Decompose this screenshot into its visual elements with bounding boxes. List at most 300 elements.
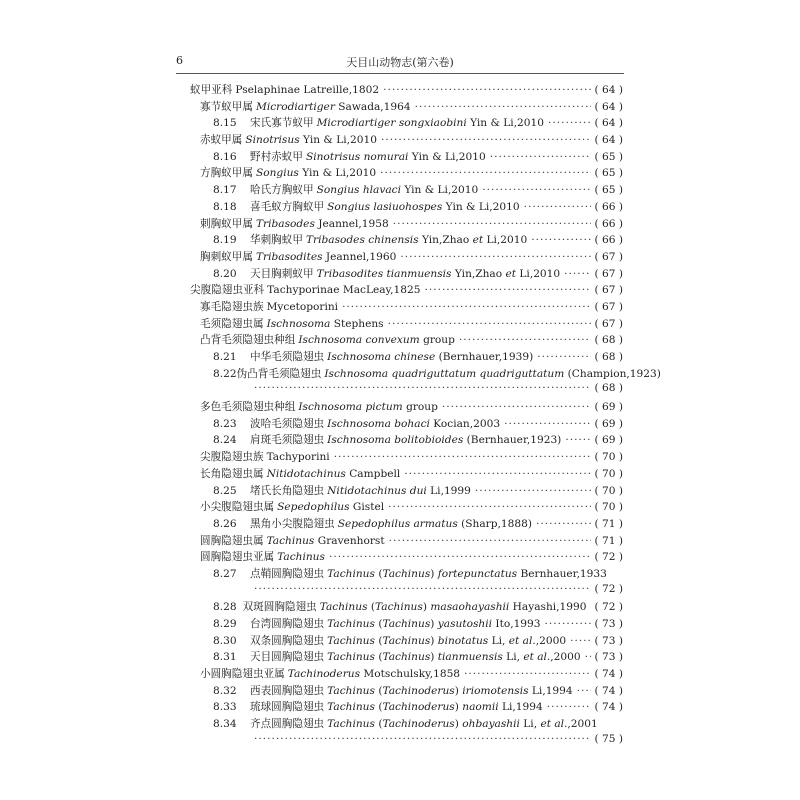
name-part: ,2000 bbox=[535, 634, 567, 647]
entry-page: ( 67 ) bbox=[594, 317, 623, 330]
entry-page: ( 69 ) bbox=[594, 434, 623, 447]
name-part: ) bbox=[454, 701, 463, 714]
name-part: ) bbox=[454, 718, 463, 731]
toc-entry bbox=[190, 699, 623, 716]
entry-number: 8.29 bbox=[213, 618, 237, 630]
name-part: iriomotensis bbox=[462, 684, 529, 697]
name-part: Li,1999 bbox=[426, 484, 471, 497]
name-part: (Champion,1923) bbox=[564, 367, 661, 380]
entry-scientific-name bbox=[317, 268, 561, 280]
name-part: Sepedophilus armatus bbox=[337, 517, 458, 530]
name-part: Tachinoderus bbox=[382, 684, 455, 697]
entry-scientific-name bbox=[327, 651, 580, 663]
entry-scientific-name bbox=[256, 218, 389, 230]
name-part: Microdiartiger songxiaobini bbox=[316, 117, 467, 130]
entry-chinese-name: 西表圆胸隐翅虫 bbox=[250, 684, 325, 697]
toc-entry bbox=[190, 483, 623, 500]
entry-chinese-name: 小尖腹隐翅虫属 bbox=[200, 501, 275, 514]
dot-leader bbox=[329, 551, 591, 563]
toc-entry bbox=[190, 115, 623, 132]
entry-page: ( 64 ) bbox=[594, 100, 623, 113]
entry-scientific-name bbox=[320, 601, 587, 613]
name-part: Ischnosoma quadriguttatum quadriguttatum bbox=[324, 367, 565, 380]
dot-leader bbox=[388, 318, 591, 330]
name-part: masaohayashii bbox=[430, 601, 510, 614]
name-part: group bbox=[419, 334, 455, 347]
name-part: Tachinus bbox=[382, 567, 431, 580]
dot-leader bbox=[334, 451, 591, 463]
entry-page: ( 65 ) bbox=[594, 184, 623, 197]
entry-chinese-name: 圆胸隐翅虫属 bbox=[200, 534, 264, 547]
dot-leader bbox=[537, 351, 590, 363]
name-part: Li,2010 bbox=[516, 267, 561, 280]
entry-page: ( 64 ) bbox=[594, 84, 623, 96]
name-part: ) bbox=[430, 618, 438, 630]
entry-page: ( 66 ) bbox=[594, 217, 623, 230]
entry-chinese-name: 胸刺蚁甲属 bbox=[200, 250, 253, 263]
entry-scientific-name bbox=[306, 151, 486, 163]
entry-number: 8.30 bbox=[213, 634, 237, 647]
dot-leader bbox=[383, 84, 590, 96]
entry-number: 8.15 bbox=[213, 117, 237, 130]
entry-chinese-name: 齐点圆胸隐翅虫 bbox=[250, 718, 325, 731]
toc-entry-continuation bbox=[190, 382, 623, 399]
name-part: Campbell bbox=[345, 467, 401, 480]
name-part: Songius bbox=[255, 167, 299, 180]
entry-scientific-name bbox=[267, 284, 420, 296]
entry-page: ( 75 ) bbox=[594, 732, 623, 745]
entry-page: ( 73 ) bbox=[594, 651, 623, 664]
entry-chinese-name: 毛须隐翅虫属 bbox=[200, 317, 264, 330]
name-part: (Bernhauer,1923) bbox=[463, 434, 562, 447]
toc-entry bbox=[190, 132, 623, 149]
name-part: Tachinoderus bbox=[287, 668, 361, 681]
entry-chinese-name: 华刺胸蚁甲 bbox=[250, 234, 303, 247]
entry-page: ( 71 ) bbox=[594, 517, 623, 530]
toc-entry bbox=[190, 366, 661, 383]
name-part: Tachinus bbox=[327, 701, 375, 714]
toc-entry bbox=[190, 232, 623, 249]
name-part: Pselaphinae Latreille,1802 bbox=[235, 84, 380, 96]
entry-number: 8.26 bbox=[213, 517, 237, 530]
entry-scientific-name bbox=[327, 485, 471, 497]
name-part: ( bbox=[374, 618, 383, 630]
name-part: ) bbox=[430, 651, 438, 664]
dot-leader bbox=[565, 434, 590, 446]
entry-chinese-name: 赤蚁甲属 bbox=[200, 134, 243, 147]
name-part: Yin,Zhao bbox=[418, 234, 473, 247]
entry-number: 8.16 bbox=[213, 150, 237, 163]
name-part: Jeannel,1958 bbox=[314, 217, 389, 230]
entry-chinese-name: 凸背毛须隐翅虫种组 bbox=[200, 334, 296, 347]
entry-scientific-name bbox=[235, 84, 379, 96]
name-part: Tribasodites bbox=[255, 250, 323, 263]
dot-leader bbox=[570, 635, 590, 647]
name-part: ) bbox=[454, 684, 463, 697]
entry-number: 8.24 bbox=[213, 434, 237, 447]
toc-entry bbox=[190, 165, 623, 182]
entry-chinese-name: 尖腹隐翅虫族 bbox=[200, 451, 264, 464]
name-part: et bbox=[472, 234, 484, 247]
entry-chinese-name: 肩斑毛须隐翅虫 bbox=[250, 434, 325, 447]
entry-page: ( 71 ) bbox=[594, 534, 623, 547]
entry-chinese-name: 波哈毛须隐翅虫 bbox=[250, 417, 325, 430]
dot-leader bbox=[531, 234, 590, 246]
name-part: ohbayashii bbox=[462, 718, 520, 731]
entry-chinese-name: 长角隐翅虫属 bbox=[200, 467, 264, 480]
name-part: Bernhauer,1933 bbox=[517, 567, 607, 580]
name-part: Tachinoderus bbox=[382, 718, 455, 731]
name-part: Yin & Li,2010 bbox=[298, 167, 377, 180]
name-part: ,2000 bbox=[550, 651, 581, 664]
entry-scientific-name bbox=[306, 234, 527, 246]
dot-leader bbox=[545, 618, 591, 630]
toc-entry bbox=[190, 282, 623, 299]
dot-leader bbox=[424, 284, 590, 296]
entry-chinese-name: 多色毛须隐翅虫种组 bbox=[200, 401, 296, 414]
entry-scientific-name bbox=[288, 668, 460, 680]
toc-entry bbox=[190, 182, 623, 199]
entry-page: ( 64 ) bbox=[594, 117, 623, 130]
name-part: Li, bbox=[519, 718, 541, 731]
name-part: Tribasodes chinensis bbox=[305, 234, 419, 247]
name-part: Songius hlavaci bbox=[316, 184, 401, 197]
name-part: Sinotrisus nomurai bbox=[305, 150, 409, 163]
name-part: Yin,Zhao bbox=[451, 267, 506, 280]
entry-page: ( 69 ) bbox=[594, 417, 623, 430]
entry-number: 8.27 bbox=[213, 567, 237, 580]
entry-chinese-name: 双斑圆胸隐翅虫 bbox=[242, 601, 317, 614]
entry-number: 8.31 bbox=[213, 651, 237, 664]
entry-scientific-name bbox=[245, 134, 377, 146]
entry-chinese-name: 点鞘圆胸隐翅虫 bbox=[250, 567, 325, 580]
name-part: ( bbox=[374, 634, 383, 647]
entry-chinese-name: 双条圆胸隐翅虫 bbox=[250, 634, 325, 647]
name-part: Ischnosoma bohaci bbox=[327, 417, 430, 430]
name-part: yasutoshii bbox=[437, 618, 493, 630]
toc-entry bbox=[190, 99, 623, 116]
name-part: Songius lasiuohospes bbox=[327, 200, 443, 213]
name-part: Yin & Li,2010 bbox=[408, 150, 486, 163]
toc-entry bbox=[190, 82, 623, 99]
name-part: (Sharp,1888) bbox=[457, 517, 532, 530]
running-header bbox=[176, 54, 624, 72]
name-part: Ito,1993 bbox=[492, 618, 541, 630]
name-part: Gistel bbox=[349, 501, 385, 514]
toc-entry bbox=[190, 432, 623, 449]
dot-leader bbox=[490, 151, 591, 163]
entry-scientific-name bbox=[327, 201, 519, 213]
name-part: ) bbox=[430, 634, 438, 647]
toc-entry bbox=[190, 716, 623, 733]
dot-leader bbox=[577, 685, 591, 697]
name-part: Yin & Li,2010 bbox=[442, 200, 520, 213]
name-part: ) bbox=[422, 601, 431, 614]
dot-leader bbox=[388, 501, 590, 513]
entry-chinese-name: 喜毛蚁方胸蚁甲 bbox=[250, 200, 325, 213]
name-part: Sinotrisus bbox=[245, 134, 300, 147]
dot-leader bbox=[475, 485, 591, 497]
entry-page: ( 68 ) bbox=[594, 334, 623, 347]
entry-chinese-name: 尖腹隐翅虫亚科 bbox=[190, 284, 265, 297]
name-part: Tachinus bbox=[327, 684, 375, 697]
name-part: Li, bbox=[502, 651, 524, 664]
name-part: et bbox=[505, 267, 517, 280]
toc-entry bbox=[190, 449, 623, 466]
name-part: Tachinus bbox=[382, 651, 431, 664]
toc-entry bbox=[190, 216, 623, 233]
entry-scientific-name bbox=[267, 468, 401, 480]
entry-chinese-name: 中华毛须隐翅虫 bbox=[250, 351, 325, 363]
toc-entry bbox=[190, 649, 623, 666]
name-part: Nitidotachinus bbox=[266, 467, 346, 480]
entry-number: 8.19 bbox=[213, 234, 237, 247]
name-part: Tachinus bbox=[327, 718, 375, 731]
book-title: 天目山动物志(第六卷) bbox=[346, 56, 454, 69]
toc-entry bbox=[190, 666, 623, 683]
entry-scientific-name bbox=[327, 635, 566, 647]
entry-number: 8.28 bbox=[213, 601, 237, 614]
name-part: Ischnosoma pictum bbox=[298, 401, 403, 414]
dot-leader bbox=[442, 401, 591, 413]
entry-chinese-name: 野村赤蚁甲 bbox=[250, 150, 303, 163]
entry-page: ( 72 ) bbox=[594, 582, 623, 595]
entry-scientific-name bbox=[327, 568, 607, 580]
entry-page: ( 65 ) bbox=[594, 167, 623, 180]
entry-number: 8.17 bbox=[213, 184, 237, 197]
toc-entry bbox=[190, 533, 623, 550]
name-part: Tachinoderus bbox=[382, 701, 455, 714]
name-part: Tribasodes bbox=[255, 217, 315, 230]
name-part: Nitidotachinus dui bbox=[327, 484, 427, 497]
name-part: Kocian,2003 bbox=[429, 417, 501, 430]
toc-entry bbox=[190, 299, 623, 316]
toc-entry bbox=[190, 266, 623, 283]
toc-entry bbox=[190, 316, 623, 333]
entry-scientific-name bbox=[327, 418, 500, 430]
dot-leader bbox=[548, 117, 590, 129]
entry-scientific-name bbox=[317, 184, 479, 196]
entry-chinese-name: 方胸蚁甲属 bbox=[200, 167, 253, 180]
name-part: Tachinus bbox=[327, 567, 375, 580]
name-part: et al. bbox=[540, 718, 568, 731]
entry-page: ( 74 ) bbox=[594, 684, 623, 697]
name-part: Tachinus bbox=[327, 618, 375, 630]
entry-chinese-name: 蚁甲亚科 bbox=[190, 84, 233, 96]
name-part: Tachinus bbox=[375, 601, 423, 614]
toc-entry bbox=[190, 399, 623, 416]
name-part: Jeannel,1960 bbox=[322, 250, 397, 263]
entry-page: ( 67 ) bbox=[594, 300, 623, 313]
entry-chinese-name: 小圆胸隐翅虫亚属 bbox=[200, 668, 285, 681]
dot-leader bbox=[585, 651, 591, 663]
dot-leader bbox=[342, 301, 590, 313]
entry-number: 8.22 bbox=[213, 367, 237, 380]
entry-page: ( 67 ) bbox=[594, 284, 623, 297]
toc-entry bbox=[190, 549, 623, 566]
toc-entry bbox=[190, 566, 623, 583]
entry-scientific-name bbox=[256, 167, 376, 179]
header-rule bbox=[176, 73, 624, 74]
toc-entry bbox=[190, 599, 623, 616]
entry-page: ( 73 ) bbox=[594, 634, 623, 647]
name-part: group bbox=[402, 401, 438, 414]
entry-page: ( 70 ) bbox=[594, 484, 623, 497]
dot-leader bbox=[254, 382, 591, 394]
name-part: Mycetoporini bbox=[266, 300, 339, 313]
name-part: Tribasodites tianmuensis bbox=[316, 267, 452, 280]
dot-leader bbox=[504, 418, 590, 430]
name-part: et al. bbox=[523, 651, 551, 664]
name-part: Hayashi,1990 bbox=[509, 601, 587, 614]
dot-leader bbox=[482, 184, 590, 196]
entry-chinese-name: 琉球圆胸隐翅虫 bbox=[250, 701, 325, 714]
toc-entry-continuation bbox=[190, 733, 623, 750]
table-of-contents bbox=[190, 82, 661, 750]
entry-scientific-name bbox=[317, 117, 544, 129]
toc-entry bbox=[190, 683, 623, 700]
name-part: Li,1994 bbox=[498, 701, 543, 714]
entry-number: 8.33 bbox=[213, 701, 237, 714]
name-part: ( bbox=[374, 701, 383, 714]
name-part: Tachyporini bbox=[266, 451, 330, 464]
dot-leader bbox=[404, 468, 590, 480]
toc-entry bbox=[190, 149, 623, 166]
entry-page: ( 66 ) bbox=[594, 234, 623, 247]
entry-page: ( 68 ) bbox=[594, 351, 623, 363]
entry-number: 8.34 bbox=[213, 718, 237, 731]
toc-entry bbox=[190, 199, 623, 216]
name-part: Tachinus bbox=[327, 651, 375, 664]
toc-entry bbox=[190, 332, 623, 349]
entry-chinese-name: 寡毛隐翅虫族 bbox=[200, 300, 264, 313]
entry-page: ( 72 ) bbox=[594, 601, 623, 614]
name-part: Ischnosoma convexum bbox=[298, 334, 420, 347]
name-part: Sepedophilus bbox=[277, 501, 350, 514]
name-part: ) bbox=[430, 567, 438, 580]
name-part: Tachyporinae MacLeay,1825 bbox=[267, 284, 421, 297]
entry-page: ( 68 ) bbox=[594, 382, 623, 395]
entry-page: ( 65 ) bbox=[594, 150, 623, 163]
entry-scientific-name bbox=[327, 351, 533, 363]
dot-leader bbox=[389, 535, 591, 547]
entry-chinese-name: 寡节蚁甲属 bbox=[200, 100, 253, 113]
dot-leader bbox=[536, 518, 591, 530]
entry-chinese-name: 黑角小尖腹隐翅虫 bbox=[250, 517, 335, 530]
name-part: Ischnosoma bbox=[266, 317, 331, 330]
name-part: Li, bbox=[488, 634, 509, 647]
entry-scientific-name bbox=[267, 318, 384, 330]
entry-page: ( 74 ) bbox=[594, 701, 623, 714]
dot-leader bbox=[381, 134, 591, 146]
dot-leader bbox=[254, 583, 591, 595]
name-part: Tachinus bbox=[319, 601, 368, 614]
dot-leader bbox=[393, 218, 591, 230]
entry-scientific-name bbox=[327, 701, 543, 713]
name-part: Yin & Li,2010 bbox=[299, 134, 377, 147]
toc-entry bbox=[190, 349, 623, 366]
name-part: ( bbox=[374, 567, 383, 580]
entry-page: ( 72 ) bbox=[594, 551, 623, 564]
name-part: naomii bbox=[462, 701, 499, 714]
name-part: Li,1994 bbox=[528, 684, 573, 697]
entry-scientific-name bbox=[256, 251, 396, 263]
entry-chinese-name: 圆胸隐翅虫亚属 bbox=[200, 551, 275, 564]
name-part: Stephens bbox=[330, 317, 384, 330]
toc-entry bbox=[190, 499, 623, 516]
entry-scientific-name bbox=[277, 551, 325, 563]
dot-leader bbox=[380, 167, 590, 179]
entry-chinese-name: 天目圆胸隐翅虫 bbox=[250, 651, 325, 664]
name-part: binotatus bbox=[437, 634, 489, 647]
name-part: ( bbox=[374, 684, 383, 697]
name-part: et al. bbox=[508, 634, 536, 647]
entry-page: ( 66 ) bbox=[594, 200, 623, 213]
dot-leader bbox=[524, 201, 591, 213]
entry-page: ( 70 ) bbox=[594, 501, 623, 514]
name-part: Tachinus bbox=[266, 534, 315, 547]
name-part: ( bbox=[374, 651, 383, 664]
entry-number: 8.21 bbox=[213, 351, 237, 363]
name-part: Yin & Li,2010 bbox=[400, 184, 479, 197]
name-part: Ischnosoma bolitobioides bbox=[327, 434, 464, 447]
entry-page: ( 69 ) bbox=[594, 401, 623, 414]
toc-entry bbox=[190, 633, 623, 650]
entry-number: 8.23 bbox=[213, 417, 237, 430]
entry-scientific-name bbox=[327, 434, 561, 446]
entry-page: ( 67 ) bbox=[594, 250, 623, 263]
entry-page: ( 70 ) bbox=[594, 451, 623, 464]
entry-chinese-name: 堵氏长角隐翅虫 bbox=[250, 484, 325, 497]
entry-number: 8.25 bbox=[213, 484, 237, 497]
entry-number: 8.18 bbox=[213, 200, 237, 213]
name-part: Li,2010 bbox=[483, 234, 528, 247]
dot-leader bbox=[459, 334, 591, 346]
entry-chinese-name: 天目胸刺蚁甲 bbox=[250, 267, 314, 280]
name-part: ( bbox=[374, 718, 383, 731]
dot-leader bbox=[415, 101, 591, 113]
entry-scientific-name bbox=[267, 535, 385, 547]
entry-scientific-name bbox=[267, 301, 339, 313]
entry-page: ( 64 ) bbox=[594, 134, 623, 147]
entry-scientific-name bbox=[298, 334, 455, 346]
entry-scientific-name bbox=[256, 101, 411, 113]
toc-entry bbox=[190, 616, 623, 633]
entry-page: ( 74 ) bbox=[594, 668, 623, 681]
dot-leader bbox=[564, 268, 590, 280]
name-part: ,2001 bbox=[567, 718, 598, 731]
entry-chinese-name: 刺胸蚁甲属 bbox=[200, 217, 253, 230]
entry-scientific-name bbox=[277, 501, 384, 513]
entry-scientific-name bbox=[324, 368, 661, 380]
dot-leader bbox=[547, 701, 591, 713]
entry-chinese-name: 宋氏寡节蚁甲 bbox=[250, 117, 314, 130]
entry-scientific-name bbox=[327, 685, 573, 697]
name-part: Tachinus bbox=[327, 634, 375, 647]
toc-entry bbox=[190, 249, 623, 266]
entry-scientific-name bbox=[327, 618, 540, 630]
entry-scientific-name bbox=[267, 451, 330, 463]
entry-page: ( 67 ) bbox=[594, 267, 623, 280]
dot-leader bbox=[400, 251, 590, 263]
name-part: tianmuensis bbox=[437, 651, 503, 664]
entry-page: ( 70 ) bbox=[594, 467, 623, 480]
entry-chinese-name: 哈氏方胸蚁甲 bbox=[250, 184, 314, 197]
name-part: Tachinus bbox=[277, 551, 325, 564]
toc-entry bbox=[190, 416, 623, 433]
entry-chinese-name: 伪凸背毛须隐翅虫 bbox=[236, 367, 322, 380]
name-part: Ischnosoma chinese bbox=[327, 351, 436, 363]
